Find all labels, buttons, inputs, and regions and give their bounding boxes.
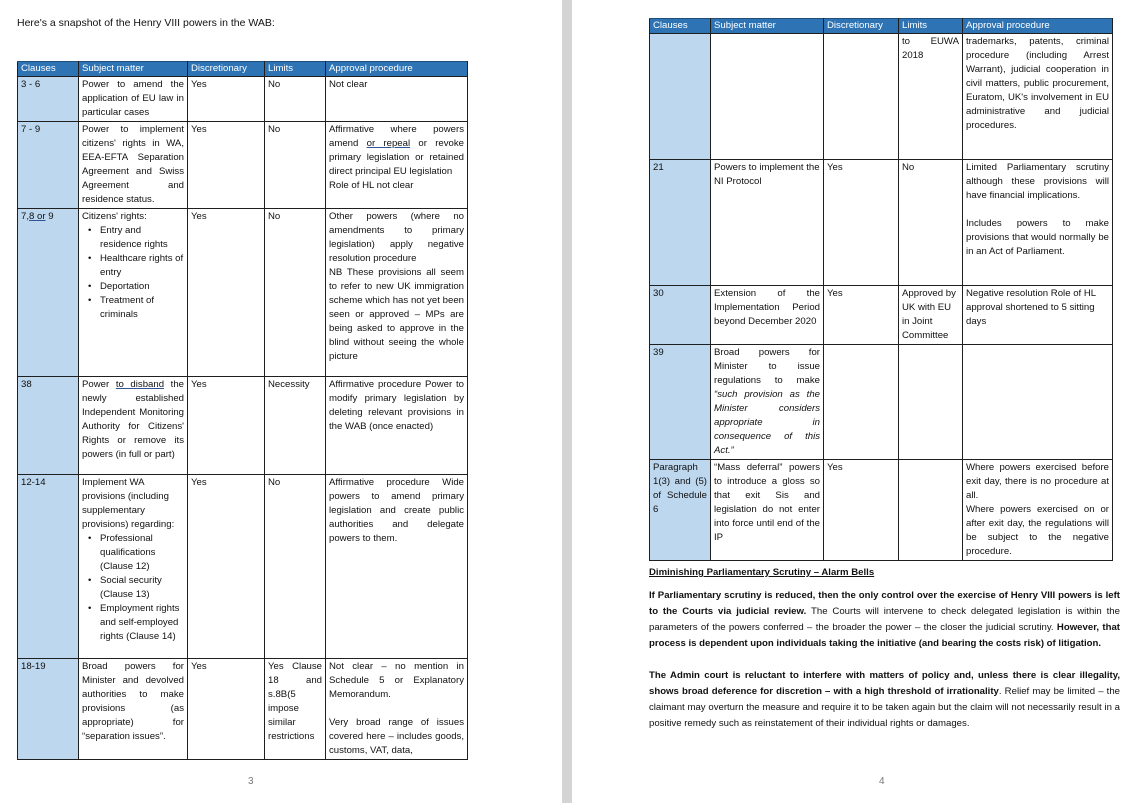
approval-cell: trademarks, patents, criminal procedure (including Arrest Warrant), judicial cooperation in civil matters, public procurement, Euratom, UK's involvement in EU administrative and judicial procedures. [963, 34, 1113, 160]
list-item: • Social security (Clause 13) [100, 574, 184, 602]
table-header-row [650, 19, 1113, 34]
subject-cell: “Mass deferral” powers to introduce a gloss so that exit Sis and legislation do not enter into force until end of the IP [711, 460, 824, 561]
approval-cell [963, 160, 1113, 286]
list-item: • Deportation [100, 280, 184, 294]
table-row [650, 160, 1113, 286]
limits-cell: Necessity [265, 377, 326, 475]
approval-cell [963, 345, 1113, 460]
clause-text: 7, [21, 211, 30, 222]
list-item: • Entry and residence rights [100, 224, 184, 252]
subject-cell: Broad powers for Minister and devolved authorities to make provisions (as appropriate) for “separation issues”. [79, 659, 188, 760]
subject-intro: Implement WA provisions (including supplementary provisions) regarding: [82, 477, 175, 530]
para-bold-text: The Admin court is reluctant to interfere with matters of policy and, unless there is clear illegality, shows broad deference for discretion – with a high threshold of irrationality [649, 670, 1120, 697]
subject-cell [79, 475, 188, 659]
discretionary-cell: Yes [824, 460, 899, 561]
header-clauses: Clauses [18, 62, 79, 77]
clause-cell: 7 - 9 [18, 122, 79, 209]
page-number: 3 [248, 776, 254, 787]
header-discretionary: Discretionary [188, 62, 265, 77]
clause-cell [650, 34, 711, 160]
limits-cell [899, 460, 963, 561]
bullet-list [82, 224, 184, 322]
header-limits: Limits [265, 62, 326, 77]
subject-quote: “such provision as the Minister considers appropriate in consequence of this Act.” [714, 389, 820, 456]
table-row [18, 209, 468, 377]
approval-note: Role of HL not clear [329, 180, 414, 191]
limits-cell: No [265, 209, 326, 377]
list-item: • Healthcare rights of entry [100, 252, 184, 280]
clause-cell: 12-14 [18, 475, 79, 659]
section-heading: Diminishing Parliamentary Scrutiny – Alarm Bells [649, 567, 875, 578]
table-row [650, 286, 1113, 345]
table-row [650, 34, 1113, 160]
header-limits: Limits [899, 19, 963, 34]
subject-cell: Power to implement citizens' rights in WA, EEA-EFTA Separation Agreement and Swiss Agreement and residence status. [79, 122, 188, 209]
list-item: • Professional qualifications (Clause 12) [100, 532, 184, 574]
approval-text: Limited Parliamentary scrutiny although these provisions will have financial implications. [966, 162, 1109, 201]
para-text: . Relief may be limited – the claimant may overturn the measure and require it to be taken again but the claim will not necessarily result in a positive remedy such as reinstatement of their individual rights or damages. [649, 686, 1120, 729]
bullet-list [82, 532, 184, 644]
subject-cell [79, 377, 188, 475]
clause-cell: 21 [650, 160, 711, 286]
discretionary-cell: Yes [188, 475, 265, 659]
table-row [18, 122, 468, 209]
subject-text: Broad powers for Minister to issue regulations to make [714, 347, 820, 386]
henry-viii-powers-table-continued [649, 18, 1113, 561]
clause-text: 9 [45, 211, 54, 222]
subject-link-text: to disband [115, 379, 165, 390]
limits-cell: No [265, 122, 326, 209]
limits-cell: Approved by UK with EU in Joint Committee [899, 286, 963, 345]
para-bold-text: However, that process is dependent upon individuals taking the initiative (and bearing the costs risk) of litigation. [649, 622, 1120, 649]
list-item: • Treatment of criminals [100, 294, 184, 322]
para-text: The Courts will intervene to check delegated legislation is within the parameters of the powers conferred – the broader the power – the closer the judicial scrutiny. [649, 606, 1120, 633]
approval-note: Includes powers to make provisions that would normally be in an Act of Parliament. [966, 218, 1109, 257]
subject-cell: Extension of the Implementation Period beyond December 2020 [711, 286, 824, 345]
approval-text: Other powers (where no amendments to primary legislation) apply negative resolution procedure [329, 211, 464, 264]
approval-cell: Affirmative procedure Power to modify primary legislation by deleting relevant provisions in the WAB (once enacted) [326, 377, 468, 475]
table-row [650, 345, 1113, 460]
discretionary-cell: Yes [188, 209, 265, 377]
limits-cell [899, 345, 963, 460]
limits-cell: Yes Clause 18 and s.8B(5 impose similar restrictions [265, 659, 326, 760]
discretionary-cell: Yes [188, 77, 265, 122]
table-row [18, 77, 468, 122]
limits-cell: No [265, 77, 326, 122]
header-approval-procedure: Approval procedure [326, 62, 468, 77]
approval-text: Where powers exercised before exit day, there is no procedure at all. [966, 462, 1109, 501]
limits-cell: to EUWA 2018 [899, 34, 963, 160]
list-item: • Employment rights and self-employed rights (Clause 14) [100, 602, 184, 644]
approval-note: Where powers exercised on or after exit day, the regulations will be subject to the negative procedure. [966, 504, 1109, 557]
approval-cell [326, 659, 468, 760]
approval-link-text: or repeal [366, 138, 411, 149]
discretionary-cell [824, 34, 899, 160]
subject-cell [79, 209, 188, 377]
header-discretionary: Discretionary [824, 19, 899, 34]
table-header-row [18, 62, 468, 77]
intro-text: Here's a snapshot of the Henry VIII powers in the WAB: [17, 17, 275, 29]
para-bold-text: If Parliamentary scrutiny is reduced, then the only control over the exercise of Henry VIII powers is left to the Courts via judicial review. [649, 590, 1120, 617]
subject-intro: Citizens' rights: [82, 211, 147, 222]
header-approval-procedure: Approval procedure [963, 19, 1113, 34]
approval-note: NB These provisions all seem to refer to new UK immigration scheme which has not yet been seen or approved – MPs are being asked to approve in the blind without seeing the whole picture [329, 267, 464, 362]
discretionary-cell: Yes [188, 122, 265, 209]
table-row [18, 377, 468, 475]
page-number: 4 [879, 776, 885, 787]
limits-cell: No [899, 160, 963, 286]
table-row [650, 460, 1113, 561]
discretionary-cell: Yes [824, 160, 899, 286]
approval-text: Affirmative where powers amend [329, 124, 464, 149]
table-row [18, 475, 468, 659]
header-subject-matter: Subject matter [711, 19, 824, 34]
header-subject-matter: Subject matter [79, 62, 188, 77]
clause-cell: Paragraph 1(3) and (5) of Schedule 6 [650, 460, 711, 561]
discretionary-cell: Yes [188, 377, 265, 475]
subject-cell: Powers to implement the NI Protocol [711, 160, 824, 286]
clause-cell: 3 - 6 [18, 77, 79, 122]
henry-viii-powers-table [17, 61, 468, 760]
approval-cell [963, 460, 1113, 561]
page-4 [572, 0, 1134, 803]
approval-cell [326, 209, 468, 377]
paragraph-admin-court [649, 668, 1120, 732]
approval-text: Not clear – no mention in Schedule 5 or Explanatory Memorandum. [329, 661, 464, 700]
discretionary-cell [824, 345, 899, 460]
subject-cell [711, 34, 824, 160]
approval-cell [326, 122, 468, 209]
header-clauses: Clauses [650, 19, 711, 34]
subject-text: the newly established Independent Monitoring Authority for Citizens' Rights or remove its powers (in full or part) [82, 379, 184, 460]
approval-note: Very broad range of issues covered here – includes goods, customs, VAT, data, [329, 717, 464, 756]
approval-cell: Affirmative procedure Wide powers to amend primary legislation and create public authorities and delegate powers to them. [326, 475, 468, 659]
clause-cell: 39 [650, 345, 711, 460]
discretionary-cell: Yes [188, 659, 265, 760]
approval-text: or revoke primary legislation or retained direct principal EU legislation [329, 138, 464, 177]
clause-cell [18, 209, 79, 377]
subject-text: Power [82, 379, 116, 390]
subject-cell: Power to amend the application of EU law in particular cases [79, 77, 188, 122]
clause-cell: 38 [18, 377, 79, 475]
subject-cell [711, 345, 824, 460]
clause-cell: 30 [650, 286, 711, 345]
approval-cell: Negative resolution Role of HL approval shortened to 5 sitting days [963, 286, 1113, 345]
paragraph-judicial-review [649, 588, 1120, 652]
clause-cell: 18-19 [18, 659, 79, 760]
clause-link-text: 8 or [29, 211, 46, 222]
page-3 [0, 0, 562, 803]
table-row [18, 659, 468, 760]
discretionary-cell: Yes [824, 286, 899, 345]
approval-cell: Not clear [326, 77, 468, 122]
limits-cell: No [265, 475, 326, 659]
